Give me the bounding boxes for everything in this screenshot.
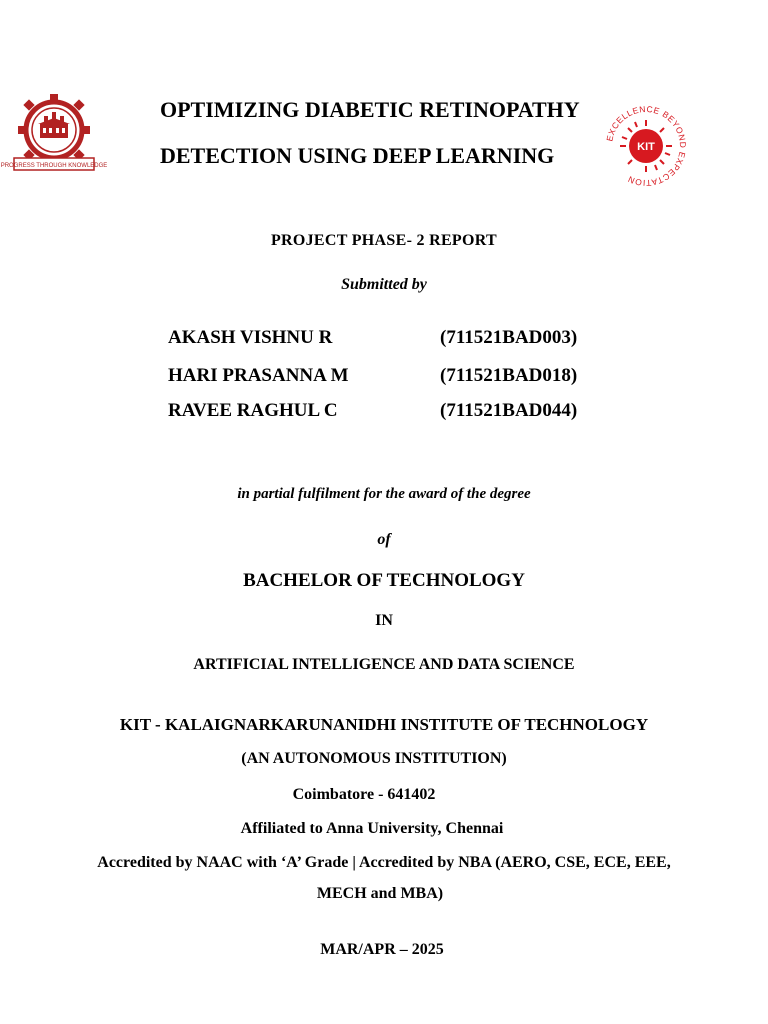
student-reg-number: (711521BAD044) (440, 400, 578, 421)
student-name: AKASH VISHNU R (168, 327, 333, 348)
degree-name: BACHELOR OF TECHNOLOGY (243, 570, 525, 591)
student-reg-number: (711521BAD003) (440, 327, 578, 348)
student-reg-number: (711521BAD018) (440, 365, 578, 386)
institute-affiliation: Affiliated to Anna University, Chennai (240, 820, 504, 837)
anna-university-logo-icon (0, 90, 108, 174)
student-name: HARI PRASANNA M (168, 365, 349, 386)
submitted-by-label: Submitted by (341, 276, 427, 293)
accreditation-line1: Accredited by NAAC with ‘A’ Grade | Accredited by NBA (AERO, CSE, ECE, EEE, (97, 854, 671, 871)
of-text: of (377, 531, 391, 548)
student-name: RAVEE RAGHUL C (168, 400, 338, 421)
report-title-line1: OPTIMIZING DIABETIC RETINOPATHY (160, 97, 580, 122)
report-title-line2: DETECTION USING DEEP LEARNING (160, 143, 555, 168)
branch-name: ARTIFICIAL INTELLIGENCE AND DATA SCIENCE (193, 656, 575, 673)
institute-status: (AN AUTONOMOUS INSTITUTION) (241, 750, 507, 767)
kit-logo-ring-text: EXCELLENCE BEYOND EXPECTATION (604, 103, 689, 189)
anna-logo-motto: PROGRESS THROUGH KNOWLEDGE (0, 163, 108, 169)
submission-date: MAR/APR – 2025 (320, 941, 444, 958)
kit-logo-center-text: KIT (637, 141, 655, 153)
fulfilment-text: in partial fulfilment for the award of the degree (237, 486, 531, 502)
report-type: PROJECT PHASE- 2 REPORT (270, 232, 498, 249)
institute-location: Coimbatore - 641402 (292, 786, 436, 803)
institute-name: KIT - KALAIGNARKARUNANIDHI INSTITUTE OF TECHNOLOGY (119, 715, 649, 734)
accreditation-line2: MECH and MBA) (316, 885, 444, 902)
kit-logo-icon (600, 100, 692, 192)
in-text: IN (375, 612, 393, 629)
